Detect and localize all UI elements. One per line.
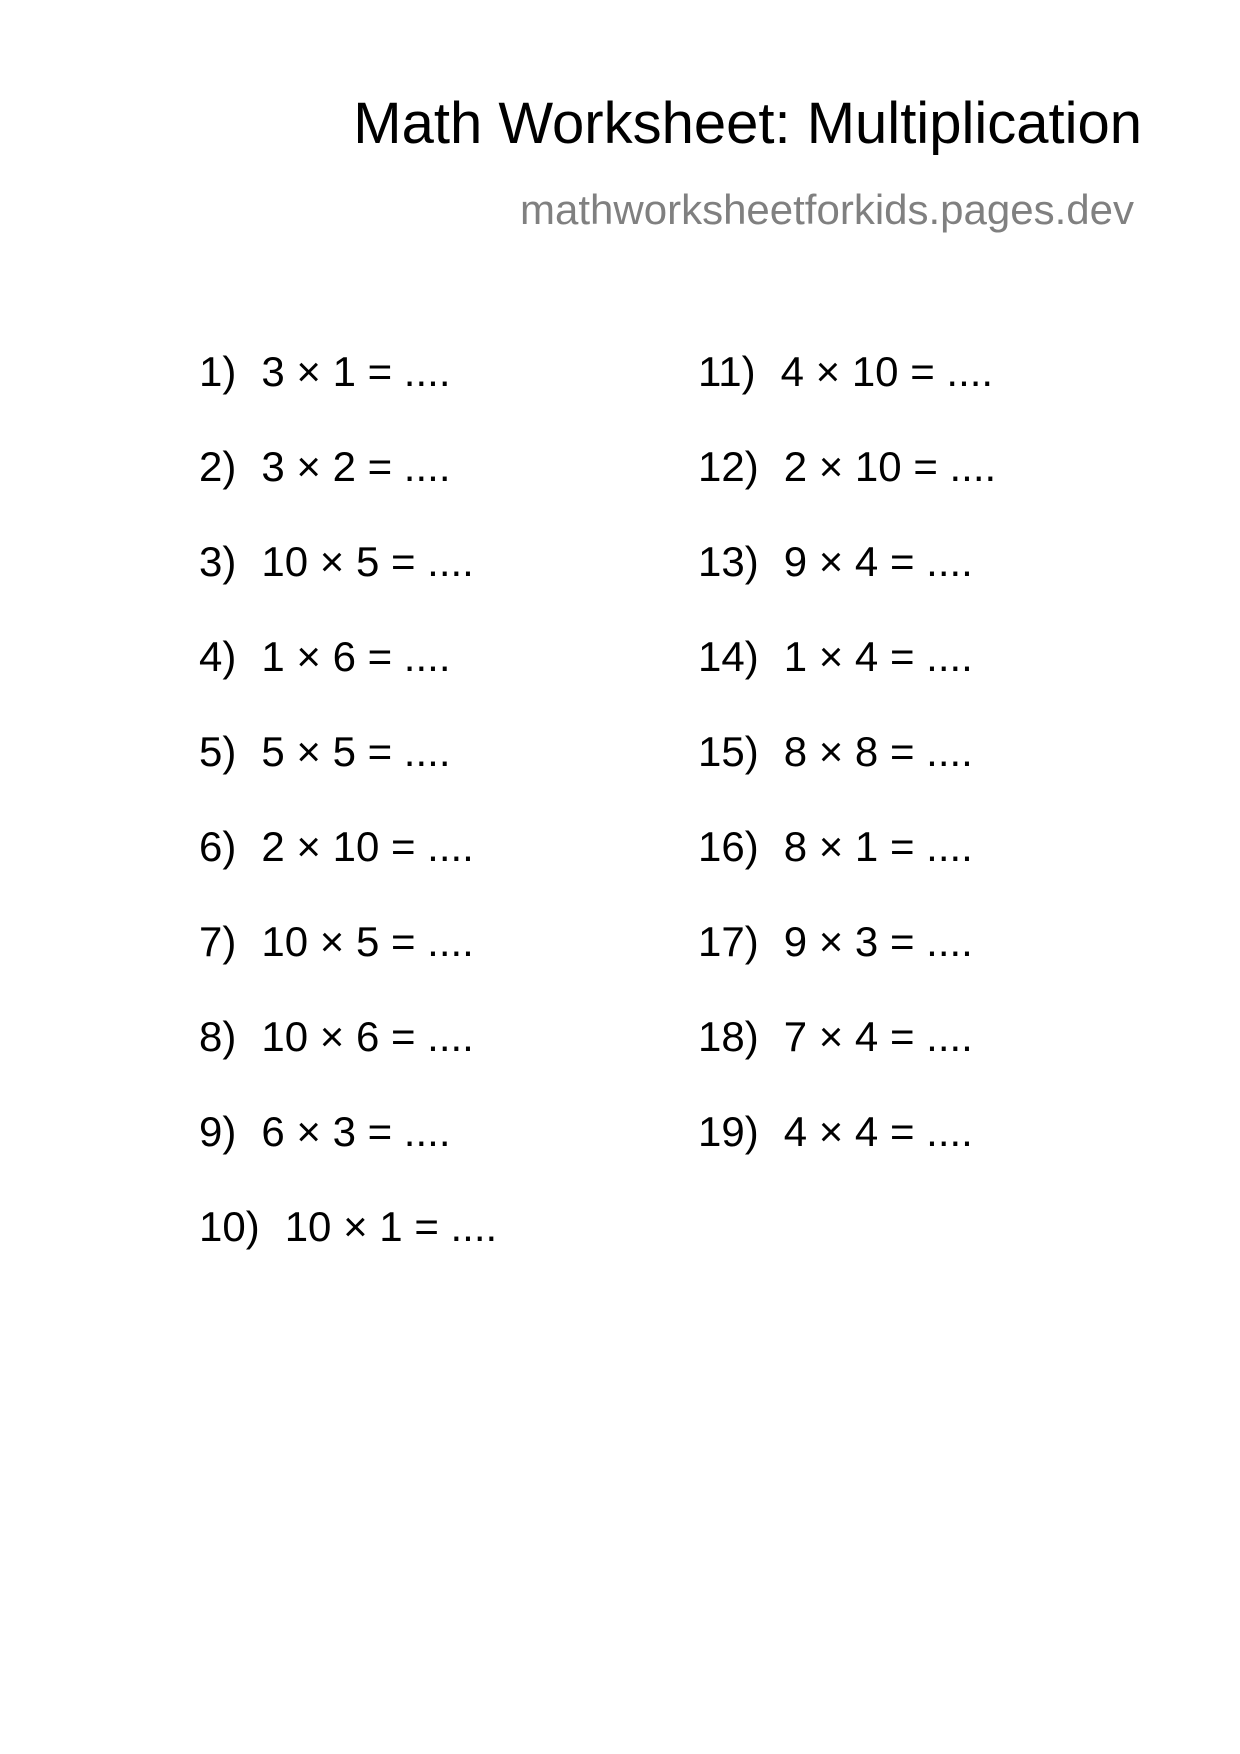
problem-column-left [199,348,498,1301]
problem-expression: 3 × 1 = .... [261,348,451,395]
problem-number: 16) [698,823,759,870]
problem-number: 9) [199,1108,237,1155]
problem-expression: 9 × 3 = .... [783,918,973,965]
problem-expression: 8 × 1 = .... [783,823,973,870]
problem-number: 2) [199,443,237,490]
problem-19 [698,1108,996,1206]
problem-expression: 4 × 10 = .... [780,348,994,395]
problem-expression: 1 × 6 = .... [261,633,451,680]
problem-expression: 7 × 4 = .... [783,1013,973,1060]
problem-10 [199,1203,498,1301]
problem-7 [199,918,497,1016]
problem-column-right [698,348,997,1206]
problem-number: 14) [698,633,759,680]
problem-expression: 2 × 10 = .... [261,823,474,870]
problem-2 [199,443,497,541]
problem-number: 13) [698,538,759,585]
problem-5 [199,728,497,826]
site-url: mathworksheetforkids.pages.dev [520,186,1134,233]
problem-16 [698,823,996,921]
problem-number: 12) [698,443,759,490]
problem-number: 7) [199,918,237,965]
problem-expression: 6 × 3 = .... [261,1108,451,1155]
problem-number: 3) [199,538,237,585]
problem-number: 11) [698,348,756,395]
problem-number: 1) [199,348,237,395]
problem-15 [698,728,996,826]
problem-expression: 5 × 5 = .... [261,728,451,775]
problem-expression: 9 × 4 = .... [783,538,973,585]
problem-4 [199,633,497,731]
worksheet-header [353,91,1142,233]
problem-number: 17) [698,918,759,965]
page-title: Math Worksheet: Multiplication [353,91,1142,156]
problem-expression: 10 × 5 = .... [261,918,474,965]
problem-17 [698,918,996,1016]
problem-expression: 8 × 8 = .... [783,728,973,775]
problem-expression: 2 × 10 = .... [783,443,997,490]
problem-expression: 10 × 5 = .... [261,538,474,585]
problem-11 [698,348,996,446]
problem-number: 10) [199,1203,260,1250]
problem-13 [698,538,996,636]
problem-expression: 10 × 1 = .... [284,1203,498,1250]
problem-number: 19) [698,1108,759,1155]
problem-number: 6) [199,823,237,870]
problem-number: 5) [199,728,237,775]
problem-expression: 10 × 6 = .... [261,1013,474,1060]
problem-number: 4) [199,633,237,680]
problem-6 [199,823,497,921]
problem-8 [199,1013,497,1111]
problem-number: 8) [199,1013,237,1060]
problem-18 [698,1013,996,1111]
problem-expression: 1 × 4 = .... [783,633,973,680]
problem-number: 15) [698,728,759,775]
problem-expression: 3 × 2 = .... [261,443,451,490]
problem-12 [698,443,997,541]
problem-3 [199,538,497,636]
problem-expression: 4 × 4 = .... [783,1108,973,1155]
problem-1 [199,348,497,446]
problem-9 [199,1108,497,1206]
problem-14 [698,633,996,731]
problem-number: 18) [698,1013,759,1060]
